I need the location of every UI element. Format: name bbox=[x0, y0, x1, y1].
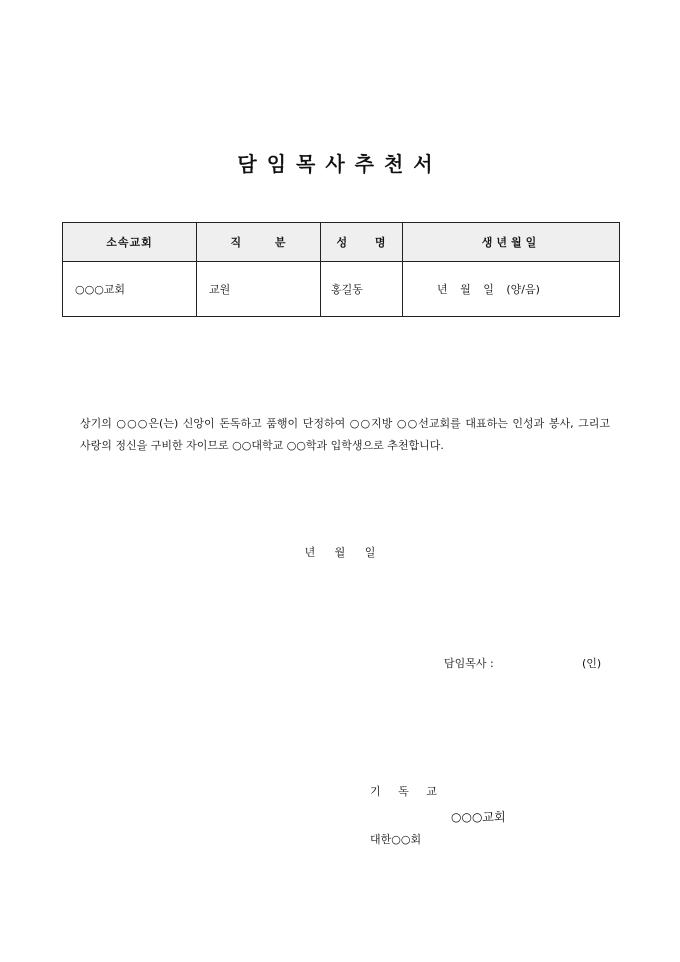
table-row bbox=[63, 262, 620, 317]
org-religion: 기 독 교 bbox=[370, 785, 437, 798]
org-church: ○○○교회 bbox=[451, 810, 506, 824]
table-header-row bbox=[63, 223, 620, 262]
cell-position: 교원 bbox=[197, 262, 321, 317]
cell-name: 홍길동 bbox=[321, 262, 403, 317]
document-title: 담임목사추천서 bbox=[237, 152, 443, 176]
header-position: 직 분 bbox=[197, 223, 321, 262]
org-association: 대한○○회 bbox=[370, 833, 422, 846]
cell-church: ○○○교회 bbox=[63, 262, 197, 317]
info-table bbox=[62, 222, 620, 317]
recommendation-text: 상기의 ○○○은(는) 신앙이 돈독하고 품행이 단정하여 ○○지방 ○○선교회를 대표하는 인성과 봉사, 그리고 사랑의 정신을 구비한 자이므로 ○○대학교 ○○학과 입학생으로 추천합니다. bbox=[80, 417, 610, 452]
date-line: 년 월 일 bbox=[304, 546, 376, 559]
seal-mark: (인) bbox=[582, 657, 602, 670]
header-church: 소속교회 bbox=[63, 223, 197, 262]
pastor-signature-label: 담임목사 : bbox=[444, 657, 494, 670]
header-birthdate: 생년월일 bbox=[403, 223, 620, 262]
cell-birthdate: 년 월 일 (양/음) bbox=[403, 262, 620, 317]
header-name: 성 명 bbox=[321, 223, 403, 262]
